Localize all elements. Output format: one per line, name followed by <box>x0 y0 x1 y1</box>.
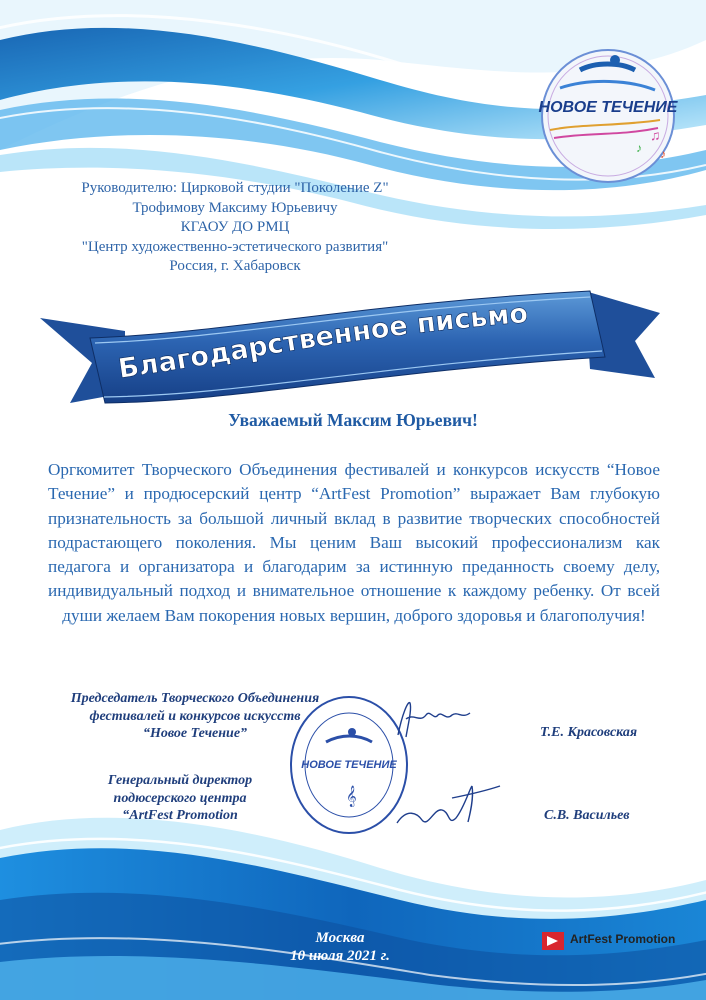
addressee-line: Трофимову Максиму Юрьевичу <box>132 199 338 216</box>
director-signature <box>392 778 502 838</box>
director-name: С.В. Васильев <box>544 808 630 823</box>
director-title-line: Генеральный директор <box>107 773 253 788</box>
chair-title-line: фестивалей и конкурсов искусств <box>89 708 301 724</box>
addressee-block <box>0 179 470 277</box>
salutation: Уважаемый Максим Юрьевич! <box>228 410 478 430</box>
festival-logo <box>520 40 688 190</box>
addressee-line: Руководителю: Цирковой студии "Поколение Z" <box>81 180 389 196</box>
director-title <box>80 772 280 825</box>
addressee-line: Россия, г. Хабаровск <box>169 258 301 274</box>
artfest-brand: ArtFest Promotion <box>570 932 676 946</box>
chair-name: Т.Е. Красовская <box>540 725 638 740</box>
city: Москва <box>315 930 365 946</box>
svg-text:♪: ♪ <box>636 141 642 155</box>
addressee-line: КГАОУ ДО РМЦ <box>180 219 290 235</box>
artfest-logo <box>540 928 700 954</box>
chair-title-line: Председатель Творческого Объединения <box>70 691 320 706</box>
chair-signature <box>390 695 480 745</box>
logo-title: НОВОЕ ТЕЧЕНИЕ <box>538 99 678 116</box>
banner-text: Благодарственное письмо <box>116 298 530 385</box>
place-date <box>270 929 410 965</box>
svg-text:♫: ♫ <box>650 129 661 144</box>
director-title-line: подюсерского центра <box>113 790 247 806</box>
svg-text:♪: ♪ <box>660 147 666 161</box>
chair-title-line: “Новое Течение” <box>142 726 248 741</box>
artfest-icon <box>540 928 566 954</box>
stamp-title: НОВОЕ ТЕЧЕНИЕ <box>301 759 397 771</box>
letter-body: Оргкомитет Творческого Объединения фестивалей и конкурсов искусств “Новое Течение” и продюсерский центр “ArtFest Promotion” выражает Вам глубокую признательность за большой личный вклад в развитие творческих способностей подрастающего поколения. Мы ценим Ваш высокий профессионализм как педагога и организатора и благодарим за истинную преданность своему делу, индивидуальный подход и внимательное отношение к каждому ребенку. От всей души желаем Вам покорения новых вершин, доброго здоровья и благополучия! <box>48 460 660 625</box>
svg-text:𝄞: 𝄞 <box>346 786 357 806</box>
title-ribbon <box>30 283 670 413</box>
date: 10 июля 2021 г. <box>290 948 390 964</box>
addressee-line: "Центр художественно-эстетического развития" <box>81 238 389 255</box>
director-title-line: “ArtFest Promotion <box>122 808 238 823</box>
